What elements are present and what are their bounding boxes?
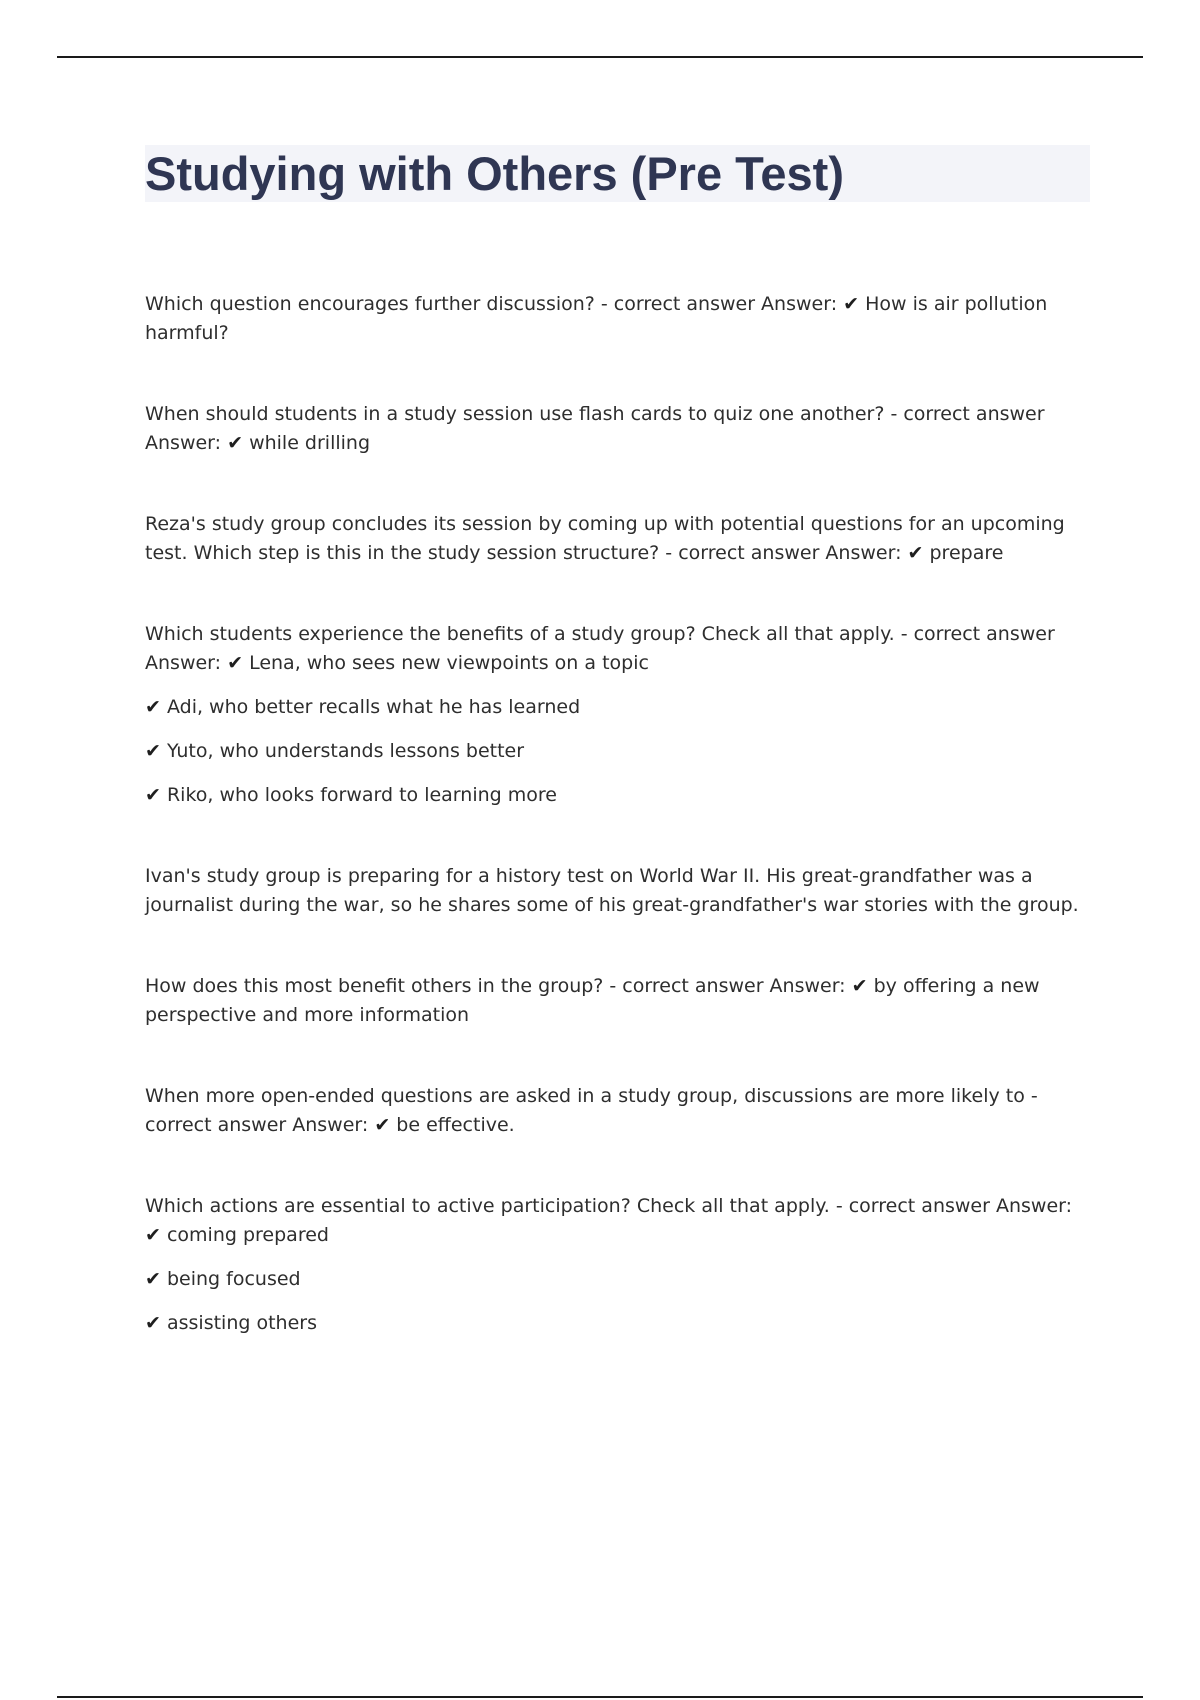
question-lead: Which actions are essential to active participation? Check all that apply. - correct answer Answer: [145, 1195, 1073, 1217]
checkmark-icon: ✔ [907, 542, 924, 564]
checkmark-icon: ✔ [145, 1224, 161, 1246]
answer-text: being focused [166, 1268, 301, 1290]
question-text [145, 1192, 1090, 1250]
question-lead: Which question encourages further discussion? - correct answer Answer: [145, 293, 844, 315]
question-lead: Ivan's study group is preparing for a history test on World War II. His great-grandfather was a journalist during the war, so he shares some of his great-grandfather's war stories with the group. [145, 865, 1079, 916]
qa-item [145, 972, 1090, 1030]
qa-item [145, 1192, 1090, 1338]
qa-item [145, 510, 1090, 568]
answer-text: assisting others [166, 1312, 317, 1334]
checkmark-icon: ✔ [145, 1312, 161, 1334]
question-text [145, 1082, 1090, 1140]
qa-item [145, 400, 1090, 458]
answer-text: Lena, who sees new viewpoints on a topic [249, 652, 649, 674]
answer-line [145, 781, 1090, 810]
answer-text: by offering a new perspective and more information [145, 975, 1040, 1026]
top-rule [57, 56, 1143, 58]
question-text [145, 290, 1090, 348]
answer-line [145, 693, 1090, 722]
answer-text: Yuto, who understands lessons better [166, 740, 525, 762]
question-text [145, 862, 1090, 920]
qa-item [145, 620, 1090, 810]
checkmark-icon: ✔ [145, 1268, 161, 1290]
answer-text: while drilling [249, 432, 371, 454]
qa-item [145, 862, 1090, 920]
answer-text: How is air pollution harmful? [145, 293, 1048, 344]
checkmark-icon: ✔ [374, 1114, 391, 1136]
answer-line [145, 737, 1090, 766]
checkmark-icon: ✔ [227, 652, 244, 674]
question-lead: When more open-ended questions are asked in a study group, discussions are more likely to - correct answer Answer: [145, 1085, 1038, 1136]
page-title: Studying with Others (Pre Test) [145, 147, 844, 200]
qa-item [145, 290, 1090, 348]
answer-line [145, 1265, 1090, 1294]
question-lead: Reza's study group concludes its session by coming up with potential questions for an upcoming test. Which step is this in the study session structure? - correct answer Answer: [145, 513, 1065, 564]
checkmark-icon: ✔ [145, 740, 161, 762]
answer-text: be effective. [396, 1114, 515, 1136]
answer-line [145, 1309, 1090, 1338]
question-text [145, 620, 1090, 678]
answer-text: Adi, who better recalls what he has learned [166, 696, 581, 718]
question-lead: When should students in a study session use flash cards to quiz one another? - correct answer Answer: [145, 403, 1045, 454]
answer-text: Riko, who looks forward to learning more [166, 784, 557, 806]
question-list [145, 290, 1090, 1338]
qa-item [145, 1082, 1090, 1140]
question-lead: Which students experience the benefits of a study group? Check all that apply. - correct answer Answer: [145, 623, 1055, 674]
question-text [145, 510, 1090, 568]
bottom-rule [57, 1696, 1143, 1698]
answer-text: prepare [929, 542, 1004, 564]
checkmark-icon: ✔ [145, 784, 161, 806]
checkmark-icon: ✔ [145, 696, 161, 718]
checkmark-icon: ✔ [227, 432, 244, 454]
question-text [145, 400, 1090, 458]
question-lead: How does this most benefit others in the group? - correct answer Answer: [145, 975, 852, 997]
checkmark-icon: ✔ [843, 293, 860, 315]
question-text [145, 972, 1090, 1030]
checkmark-icon: ✔ [851, 975, 868, 997]
answer-text: coming prepared [166, 1224, 329, 1246]
